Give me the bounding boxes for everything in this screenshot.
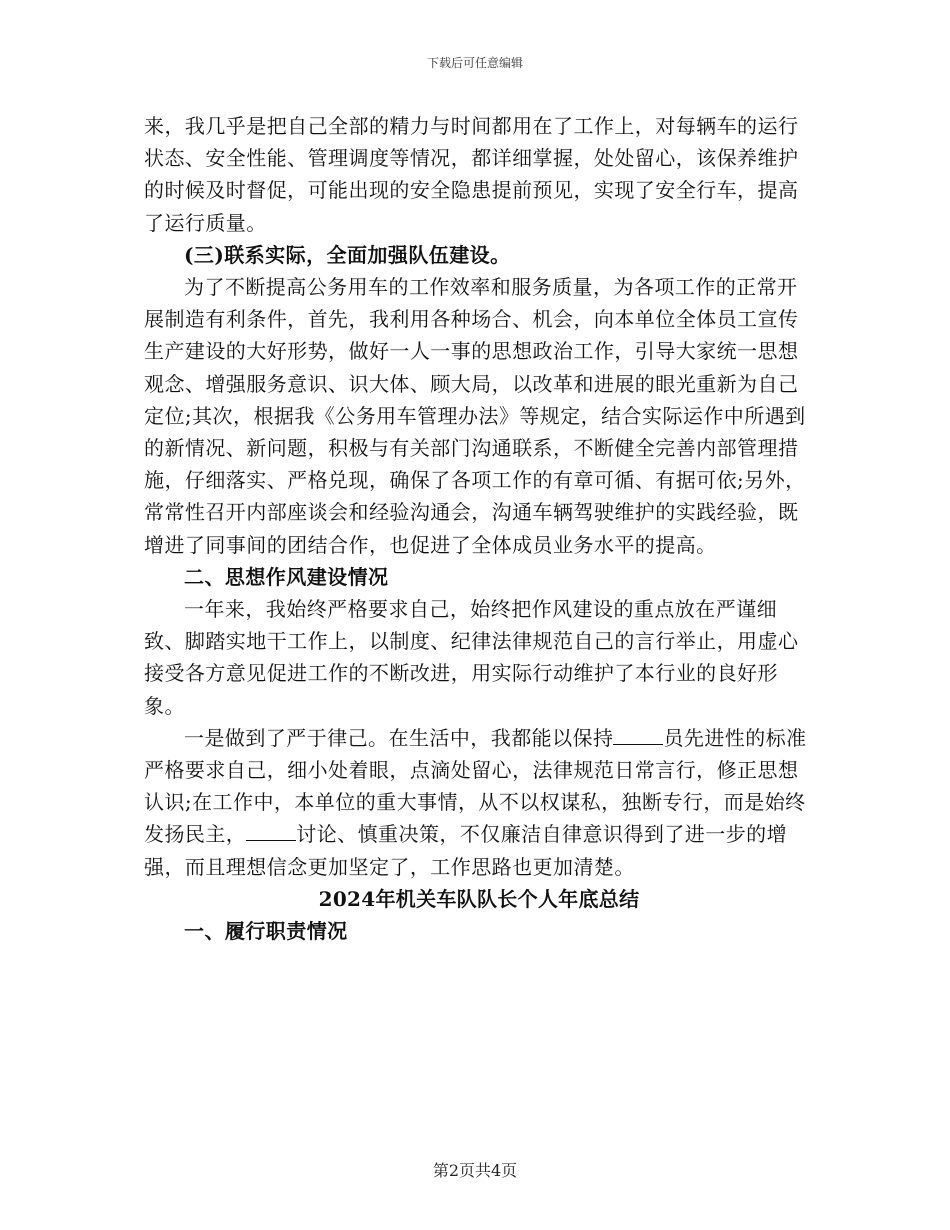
page-header-note: 下载后可任意编辑 [426, 56, 523, 70]
page-number-footer: 第2页共4页 [432, 1161, 518, 1180]
text-segment: 员先进性的标准严格要求自己，细小处着眼，点滴处留心，法律规范日常言行，修正思想认识;在工作中，本单位的重大事情，从不以权谋私，独断专行，而是始终发扬民主， [144, 725, 807, 847]
section-heading-conduct: 二、思想作风建设情况 [184, 564, 389, 589]
fill-blank [613, 724, 663, 745]
text-segment: 讨论、慎重决策，不仅廉洁自律意识得到了进一步的增强，而且理想信念更加坚定了，工作思路也更加清楚。 [144, 822, 788, 879]
text-segment: 一是做到了严于律己。在生活中，我都能以保持 [184, 725, 614, 750]
section-heading-team-building: (三)联系实际，全面加强队伍建设。 [184, 242, 511, 267]
section-heading-duties: 一、履行职责情况 [184, 919, 348, 944]
paragraph-team-building: 为了不断提高公务用车的工作效率和服务质量，为各项工作的正常开展制造有利条件，首先，我利用各种场合、机会，向本单位全体员工宣传生产建设的大好形势，做好一人一事的思想政治工作，引导大家统一思想观念、增强服务意识、识大体、顾大局，以改革和进展的眼光重新为自己定位;其次，根据我《公务用车管理办法》等规定，结合实际运作中所遇到的新情况、新问题，积极与有关部门沟通联系，不断健全完善内部管理措施，仔细落实、严格兑现，确保了各项工作的有章可循、有据可依;另外，常常性召开内部座谈会和经验沟通会，沟通车辆驾驶维护的实践经验，既增进了同事间的团结合作，也促进了全体成员业务水平的提高。 [144, 275, 806, 557]
paragraph-self-discipline [144, 722, 814, 883]
document-title: 2024年机关车队队长个人年底总结 [318, 886, 640, 911]
paragraph-conduct: 一年来，我始终严格要求自己，始终把作风建设的重点放在严谨细致、脚踏实地干工作上，以制度、纪律法律规范自己的言行举止，用虚心接受各方意见促进工作的不断改进，用实际行动维护了本行业的良好形象。 [144, 597, 799, 718]
fill-blank [246, 820, 296, 841]
document-body [144, 110, 814, 947]
paragraph-vehicle-management: 来，我几乎是把自己全部的精力与时间都用在了工作上，对每辆车的运行状态、安全性能、管理调度等情况，都详细掌握，处处留心，该保养维护的时候及时督促，可能出现的安全隐患提前预见，实现了安全行车，提高了运行质量。 [144, 114, 799, 235]
